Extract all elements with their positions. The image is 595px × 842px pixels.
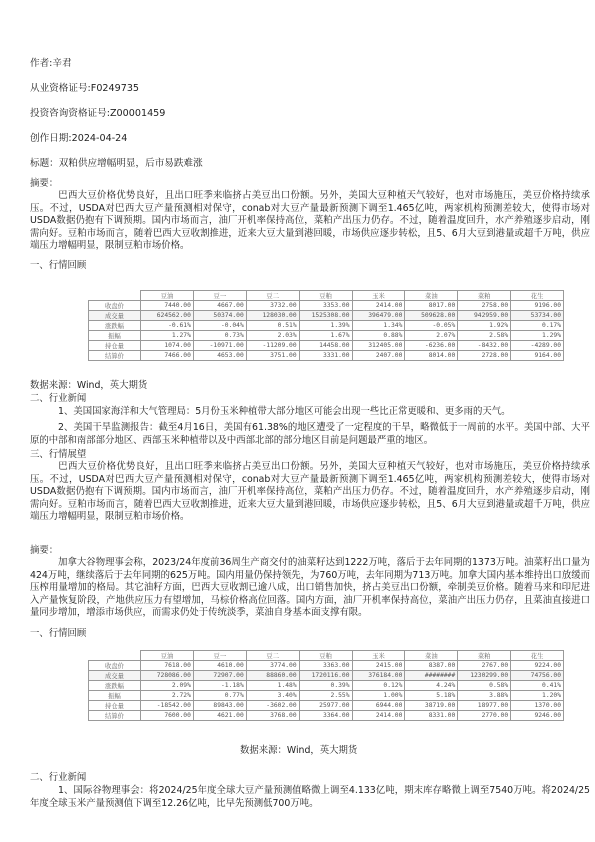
row-header: 持仓量 — [89, 341, 141, 351]
table-cell: 9246.00 — [511, 711, 564, 721]
table-cell: 9224.00 — [511, 661, 564, 671]
table-row — [89, 691, 564, 701]
table-cell: 2.03% — [246, 331, 299, 341]
news-item: 2、美国干旱监测报告：截至4月16日，美国有61.38%的地区遭受了一定程度的干旱，略微低于一周前的水平。美国中部、大平原的中部和南部部分地区、西部玉米种植带以及中西部北部的部分地区目前是问题最严重的地区。 — [30, 422, 590, 446]
table-cell: 1.92% — [458, 321, 511, 331]
table-cell: 0.41% — [511, 681, 564, 691]
market-table-2 — [88, 650, 564, 721]
table-cell: 3364.00 — [299, 711, 352, 721]
row-header: 持仓量 — [89, 701, 141, 711]
column-header: 玉米 — [352, 651, 405, 661]
table-cell: 14458.00 — [299, 341, 352, 351]
table-cell: 509628.00 — [405, 311, 458, 321]
table-row — [89, 661, 564, 671]
table-cell: 7440.00 — [141, 301, 194, 311]
table-cell: 89843.00 — [193, 701, 246, 711]
table-cell: 376184.00 — [352, 671, 405, 681]
table-cell: 1525308.00 — [299, 311, 352, 321]
table-cell: 38719.00 — [405, 701, 458, 711]
table-cell: 3353.00 — [299, 301, 352, 311]
table-cell: 4621.00 — [193, 711, 246, 721]
table-cell: 1370.00 — [511, 701, 564, 711]
table-corner — [89, 291, 141, 301]
table-cell: 9196.00 — [511, 301, 564, 311]
table-row — [89, 351, 564, 361]
table-cell: 1.39% — [299, 321, 352, 331]
table-row — [89, 321, 564, 331]
summary-label-2: 摘要： — [30, 545, 59, 556]
table-cell: 88860.00 — [246, 671, 299, 681]
row-header: 收盘价 — [89, 661, 141, 671]
table-cell: 2767.00 — [458, 661, 511, 671]
table-cell: 72907.00 — [193, 671, 246, 681]
news-item: 1、美国国家海洋和大气管理局：5月份玉米种植带大部分地区可能会出现一些比正常更暖和、更多雨的天气。 — [58, 406, 511, 417]
column-header: 花生 — [511, 291, 564, 301]
table-cell: 4653.00 — [193, 351, 246, 361]
summary-paragraph-2 — [30, 557, 590, 620]
column-header: 菜油 — [405, 651, 458, 661]
table-cell: 2407.00 — [352, 351, 405, 361]
table-cell: 2415.00 — [352, 661, 405, 671]
section-news-heading-2: 二、行业新闻 — [30, 772, 87, 783]
table-cell: 9164.00 — [511, 351, 564, 361]
table-cell: -6236.00 — [405, 341, 458, 351]
row-header: 收盘价 — [89, 301, 141, 311]
table-cell: -0.61% — [141, 321, 194, 331]
column-header: 菜油 — [405, 291, 458, 301]
table-cell: 2414.00 — [352, 301, 405, 311]
table-row — [89, 311, 564, 321]
row-header: 成交量 — [89, 671, 141, 681]
row-header: 结算价 — [89, 711, 141, 721]
column-header: 豆油 — [141, 291, 194, 301]
table-cell: 128030.00 — [246, 311, 299, 321]
table-cell: 0.73% — [193, 331, 246, 341]
table-cell: 1230299.00 — [458, 671, 511, 681]
outlook-text: 巴西大豆价格优势良好，且出口旺季来临挤占美豆出口份额。另外，美国大豆种植天气较好，也对市场施压，美豆价格持续承压。不过，USDA对巴西大豆产量预测相对保守，conab对大豆产量最新预测下调至1.465亿吨，两家机构预测差较大，使得市场对USDA数据仍抱有下调预期。国内市场而言，油厂开机率保持高位，菜粕产出压力仍存。不过，随着温度回升，水产养殖逐步启动，刚需向好。豆粕市场而言，随着巴西大豆收割推进，近来大豆大量到港回暖，市场供应逐步转松，且5、6月大豆到港量或超千万吨，供应端压力增幅明显，限制豆粕市场价格。 — [30, 461, 590, 523]
table-cell: 1.48% — [246, 681, 299, 691]
table-cell: 0.58% — [458, 681, 511, 691]
column-header: 豆一 — [193, 291, 246, 301]
table-cell: 7618.00 — [141, 661, 194, 671]
table-cell: 2.72% — [141, 691, 194, 701]
column-header: 豆粕 — [299, 651, 352, 661]
column-header: 豆二 — [246, 291, 299, 301]
table-cell: 1.20% — [511, 691, 564, 701]
table-cell: 6944.00 — [352, 701, 405, 711]
table-cell: 3331.00 — [299, 351, 352, 361]
table-cell: 0.51% — [246, 321, 299, 331]
column-header: 豆一 — [193, 651, 246, 661]
table-row — [89, 711, 564, 721]
table-cell: -11209.00 — [246, 341, 299, 351]
data-source-1: 数据来源：Wind，英大期货 — [30, 380, 148, 391]
table-cell: 5.18% — [405, 691, 458, 701]
table-cell: 3774.00 — [246, 661, 299, 671]
table-cell: 3751.00 — [246, 351, 299, 361]
summary-paragraph — [30, 190, 590, 253]
table-cell: 1.00% — [352, 691, 405, 701]
table-cell: -18542.00 — [141, 701, 194, 711]
outlook-paragraph — [30, 461, 590, 524]
section-outlook-heading: 三、行情展望 — [30, 449, 87, 460]
table-cell: 0.39% — [299, 681, 352, 691]
table-cell: 2.58% — [458, 331, 511, 341]
data-source-2: 数据来源：Wind，英大期货 — [240, 745, 358, 756]
table-cell: 8331.00 — [405, 711, 458, 721]
table-cell: 3732.00 — [246, 301, 299, 311]
table-cell: 2.07% — [405, 331, 458, 341]
section-review-heading-2: 一、行情回顾 — [30, 628, 87, 639]
market-table-1 — [88, 290, 564, 361]
table-row — [89, 701, 564, 711]
table-cell: 3363.00 — [299, 661, 352, 671]
table-cell: 728086.00 — [141, 671, 194, 681]
table-cell: 0.12% — [352, 681, 405, 691]
news-item: 1、国际谷物理事会：将2024/25年度全球大豆产量预测值略微上调至4.133亿吨，期末库存略微上调至7540万吨。将2024/25年度全球玉米产量预测值下调至12.26亿吨，比早先预测低700万吨。 — [30, 785, 590, 809]
table-cell: 2728.00 — [458, 351, 511, 361]
table-cell: 1720116.00 — [299, 671, 352, 681]
table-row — [89, 671, 564, 681]
section-review-heading: 一、行情回顾 — [30, 260, 87, 271]
summary-text-2: 加拿大谷物理事会称，2023/24年度前36周生产商交付的油菜籽达到1222万吨，落后于去年同期的1373万吨。油菜籽出口量为424万吨，继续落后于去年同期的625万吨。国内用量仍保持领先，为760万吨，去年同期为713万吨。加拿大国内基本维持出口放缓而压榨用量增加的格局。其它油籽方面，巴西大豆收割已逾八成，出口销售加快，挤占美豆出口份额，牵制美豆价格。随着马来和印尼进入产量恢复阶段，产地供应压力有望增加，马棕价格高位回落。国内方面，油厂开机率保持高位，菜油产出压力仍存，且菜油直接进口量同步增加，增添市场供应，而需求仍处于传统淡季，菜油自身基本面支撑有限。 — [30, 557, 590, 619]
license-line: 从业资格证号:F0249735 — [30, 83, 140, 94]
table-cell: 3.88% — [458, 691, 511, 701]
table-cell: 942959.00 — [458, 311, 511, 321]
column-header: 豆油 — [141, 651, 194, 661]
table-cell: 53734.00 — [511, 311, 564, 321]
table-cell: 2.09% — [141, 681, 194, 691]
column-header: 菜粕 — [458, 291, 511, 301]
table-cell: 2770.00 — [458, 711, 511, 721]
table-cell: 3768.00 — [246, 711, 299, 721]
table-cell: 18977.00 — [458, 701, 511, 711]
table-cell: 1.27% — [141, 331, 194, 341]
row-header: 结算价 — [89, 351, 141, 361]
table-cell: 50374.00 — [193, 311, 246, 321]
table-cell: 0.88% — [352, 331, 405, 341]
column-header: 玉米 — [352, 291, 405, 301]
table-cell: 25977.00 — [299, 701, 352, 711]
row-header: 涨跌幅 — [89, 681, 141, 691]
table-cell: -1.18% — [193, 681, 246, 691]
table-cell: 0.77% — [193, 691, 246, 701]
table-row — [89, 341, 564, 351]
column-header: 豆二 — [246, 651, 299, 661]
table-cell: ######## — [405, 671, 458, 681]
table-row — [89, 331, 564, 341]
table-cell: 624562.00 — [141, 311, 194, 321]
table-cell: 0.17% — [511, 321, 564, 331]
table-row — [89, 681, 564, 691]
table-cell: 8017.00 — [405, 301, 458, 311]
table-cell: -3602.00 — [246, 701, 299, 711]
column-header: 菜粕 — [458, 651, 511, 661]
summary-label: 摘要： — [30, 178, 59, 189]
advisor-license-line: 投资咨询资格证号:Z00001459 — [30, 108, 166, 119]
author-line: 作者:辛君 — [30, 58, 72, 69]
table-cell: 8014.00 — [405, 351, 458, 361]
row-header: 振幅 — [89, 691, 141, 701]
table-cell: 2414.00 — [352, 711, 405, 721]
table-cell: 2.55% — [299, 691, 352, 701]
table-cell: 1.34% — [352, 321, 405, 331]
table-cell: -4289.00 — [511, 341, 564, 351]
table-corner — [89, 651, 141, 661]
column-header: 花生 — [511, 651, 564, 661]
table-cell: 2758.00 — [458, 301, 511, 311]
table-cell: 1074.00 — [141, 341, 194, 351]
row-header: 成交量 — [89, 311, 141, 321]
table-cell: 7466.00 — [141, 351, 194, 361]
table-cell: 8387.00 — [405, 661, 458, 671]
table-cell: 3.40% — [246, 691, 299, 701]
table-cell: 4667.00 — [193, 301, 246, 311]
row-header: 振幅 — [89, 331, 141, 341]
table-cell: -10971.00 — [193, 341, 246, 351]
table-cell: 396479.00 — [352, 311, 405, 321]
report-title: 标题：双粕供应增幅明显，后市易跌难涨 — [30, 158, 203, 169]
table-cell: 1.67% — [299, 331, 352, 341]
table-cell: 1.29% — [511, 331, 564, 341]
row-header: 涨跌幅 — [89, 321, 141, 331]
table-header-row — [89, 651, 564, 661]
date-line: 创作日期:2024-04-24 — [30, 133, 128, 144]
table-cell: 7600.00 — [141, 711, 194, 721]
column-header: 豆粕 — [299, 291, 352, 301]
table-cell: -8432.00 — [458, 341, 511, 351]
summary-text: 巴西大豆价格优势良好，且出口旺季来临挤占美豆出口份额。另外，美国大豆种植天气较好，也对市场施压，美豆价格持续承压。不过，USDA对巴西大豆产量预测相对保守，conab对大豆产量最新预测下调至1.465亿吨，两家机构预测差较大，使得市场对USDA数据仍抱有下调预期。国内市场而言，油厂开机率保持高位，菜粕产出压力仍存。不过，随着温度回升，水产养殖逐步启动，刚需向好。豆粕市场而言，随着巴西大豆收割推进，近来大豆大量到港回暖，市场供应逐步转松，且5、6月大豆到港量或超千万吨，供应端压力增幅明显，限制豆粕市场价格。 — [30, 190, 590, 252]
table-row — [89, 301, 564, 311]
table-cell: 312405.00 — [352, 341, 405, 351]
table-cell: 4610.00 — [193, 661, 246, 671]
table-cell: 4.24% — [405, 681, 458, 691]
table-header-row — [89, 291, 564, 301]
table-cell: -0.04% — [193, 321, 246, 331]
table-cell: 74756.00 — [511, 671, 564, 681]
table-cell: -0.05% — [405, 321, 458, 331]
section-news-heading: 二、行业新闻 — [30, 393, 87, 404]
